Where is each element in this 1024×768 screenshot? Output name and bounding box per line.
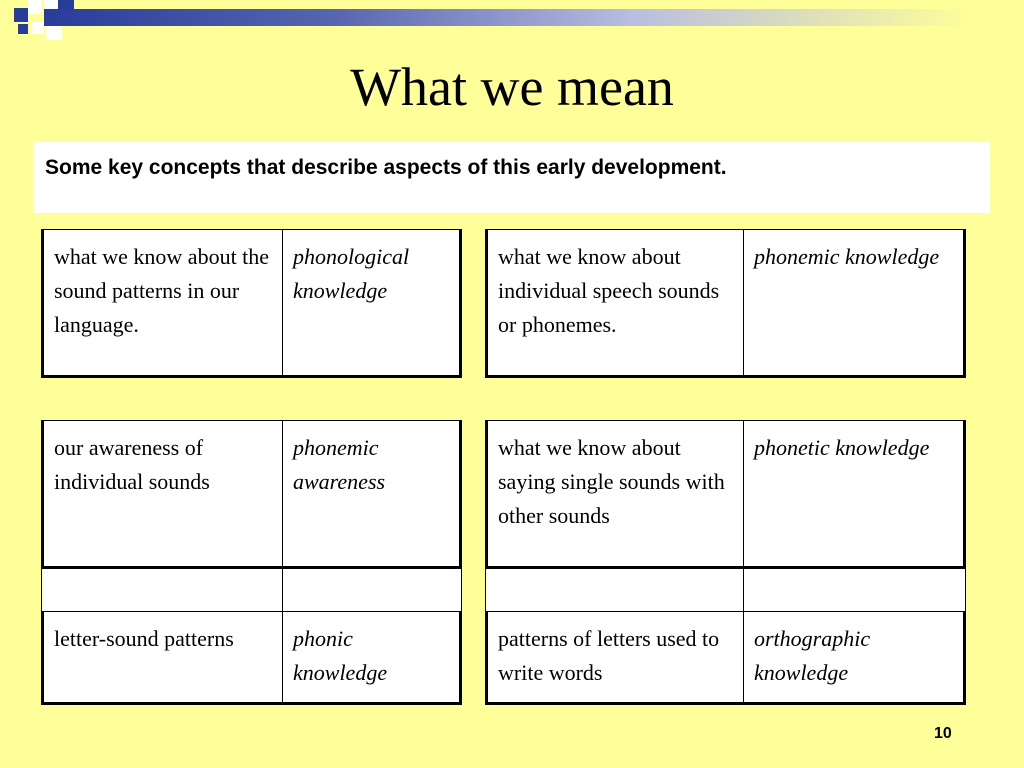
- concept-table-right-2: [485, 420, 966, 569]
- column-divider: [743, 569, 744, 611]
- decor-square: [58, 0, 74, 9]
- decor-square: [46, 26, 62, 40]
- concept-table-right-3: [485, 611, 966, 705]
- concept-term: phonological knowledge: [293, 244, 410, 303]
- decor-square: [32, 22, 44, 34]
- concept-term: phonic knowledge: [293, 626, 388, 685]
- slide-title: What we mean: [350, 57, 674, 117]
- subtitle-box: [33, 142, 990, 213]
- concept-table-right-1: [485, 229, 966, 378]
- concept-description: what we know about the sound patterns in our language.: [43, 230, 283, 377]
- decor-square: [28, 0, 42, 14]
- concept-description: letter-sound patterns: [43, 612, 283, 704]
- concept-term: orthographic knowledge: [754, 626, 871, 685]
- decor-square: [44, 0, 58, 9]
- concept-term: phonemic knowledge: [754, 244, 940, 269]
- slide-subtitle: Some key concepts that describe aspects of this early development.: [45, 156, 727, 179]
- concept-table-left-3: [41, 611, 462, 705]
- decor-square: [18, 24, 28, 34]
- empty-table-row-left: [41, 569, 462, 611]
- concept-term: phonemic awareness: [293, 435, 386, 494]
- concept-description: our awareness of individual sounds: [43, 421, 283, 568]
- header-gradient-bar: [44, 9, 1024, 26]
- concept-term: phonetic knowledge: [754, 435, 930, 460]
- concept-description: what we know about individual speech sounds or phonemes.: [487, 230, 744, 377]
- decor-square: [14, 8, 28, 22]
- concept-table-left-2: [41, 420, 462, 569]
- concept-description: patterns of letters used to write words: [487, 612, 744, 704]
- column-divider: [282, 569, 283, 611]
- concept-description: what we know about saying single sounds with other sounds: [487, 421, 744, 568]
- concept-table-left-1: [41, 229, 462, 378]
- header-decoration: [0, 0, 1024, 50]
- empty-table-row-right: [485, 569, 966, 611]
- page-number: 10: [934, 725, 952, 742]
